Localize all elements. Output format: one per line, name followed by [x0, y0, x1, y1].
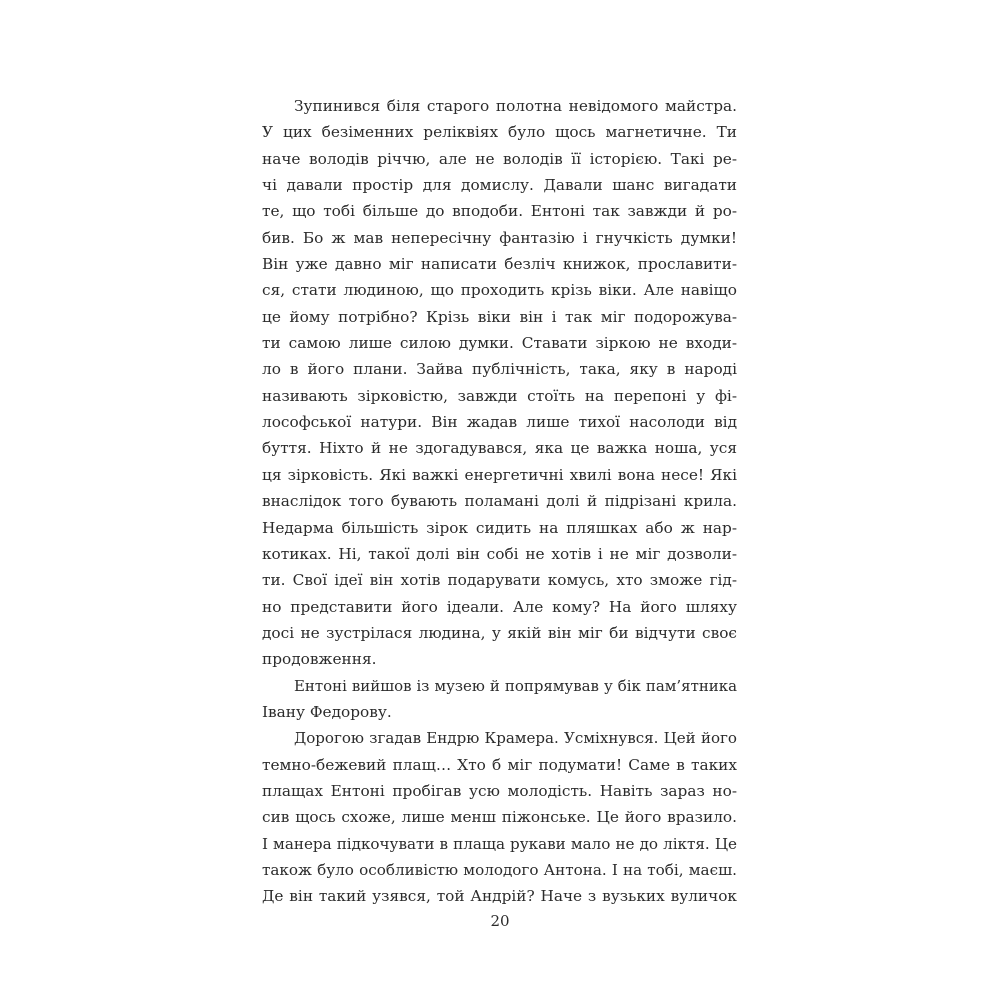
text-line: Де він такий узявся, той Андрій? Наче з вузьких вуличок	[262, 887, 737, 906]
text-line: лософської натури. Він жадав лише тихої насолоди від	[262, 413, 737, 432]
text-line: Недарма більшість зірок сидить на пляшках або ж нар-	[262, 518, 737, 537]
text-line: наче володів річчю, але не володів її історією. Такі ре-	[262, 149, 737, 168]
text-line: У цих безіменних реліквіях було щось магнетичне. Ти	[262, 123, 737, 142]
text-line: котиках. Ні, такої долі він собі не хотів і не міг дозволи-	[262, 544, 737, 563]
body-text	[262, 93, 737, 910]
text-line: також було особливістю молодого Антона. І на тобі, маєш.	[262, 860, 737, 879]
text-line: внаслідок того бувають поламані долі й підрізані крила.	[262, 492, 737, 511]
text-line: ти. Свої ідеї він хотів подарувати комусь, хто зможе гід-	[262, 571, 737, 590]
page-number: 20	[490, 912, 510, 930]
text-line: досі не зустрілася людина, у якій він міг би відчути своє	[262, 623, 737, 642]
text-line: Ентоні вийшов із музею й попрямував у бік пам’ятника	[294, 676, 737, 695]
text-line: продовження.	[262, 650, 377, 669]
text-line: називають зірковістю, завжди стоїть на перепоні у фі-	[262, 386, 737, 405]
text-line: ся, стати людиною, що проходить крізь віки. Але навіщо	[262, 281, 737, 300]
text-line: чі давали простір для домислу. Давали шанс вигадати	[262, 176, 737, 195]
text-line: Івану Федорову.	[262, 702, 392, 721]
text-line: буття. Ніхто й не здогадувався, яка це важка ноша, уся	[262, 439, 737, 458]
text-line: Він уже давно міг написати безліч книжок, прославити-	[262, 255, 737, 274]
text-line: Дорогою згадав Ендрю Крамера. Усміхнувся. Цей його	[294, 729, 737, 748]
text-line: темно-бежевий плащ… Хто б міг подумати! Саме в таких	[262, 755, 737, 774]
text-line: сив щось схоже, лише менш піжонське. Це його вразило.	[262, 808, 737, 827]
text-line: І манера підкочувати в плаща рукави мало не до ліктя. Це	[262, 834, 737, 853]
text-line: бив. Бо ж мав непересічну фантазію і гнучкість думки!	[262, 228, 737, 247]
text-line: Зупинився біля старого полотна невідомого майстра.	[294, 97, 737, 115]
text-line: ти самою лише силою думки. Ставати зіркою не входи-	[262, 334, 737, 353]
text-line: те, що тобі більше до вподоби. Ентоні так завжди й ро-	[262, 202, 737, 221]
text-line: но представити його ідеали. Але кому? На його шляху	[262, 597, 737, 616]
text-line: ця зірковість. Які важкі енергетичні хвилі вона несе! Які	[262, 465, 737, 484]
text-line: плащах Ентоні пробігав усю молодість. Навіть зараз но-	[262, 781, 737, 800]
text-line: це йому потрібно? Крізь віки він і так міг подорожува-	[262, 307, 737, 326]
text-line: ло в його плани. Зайва публічність, така, яку в народі	[262, 360, 737, 379]
